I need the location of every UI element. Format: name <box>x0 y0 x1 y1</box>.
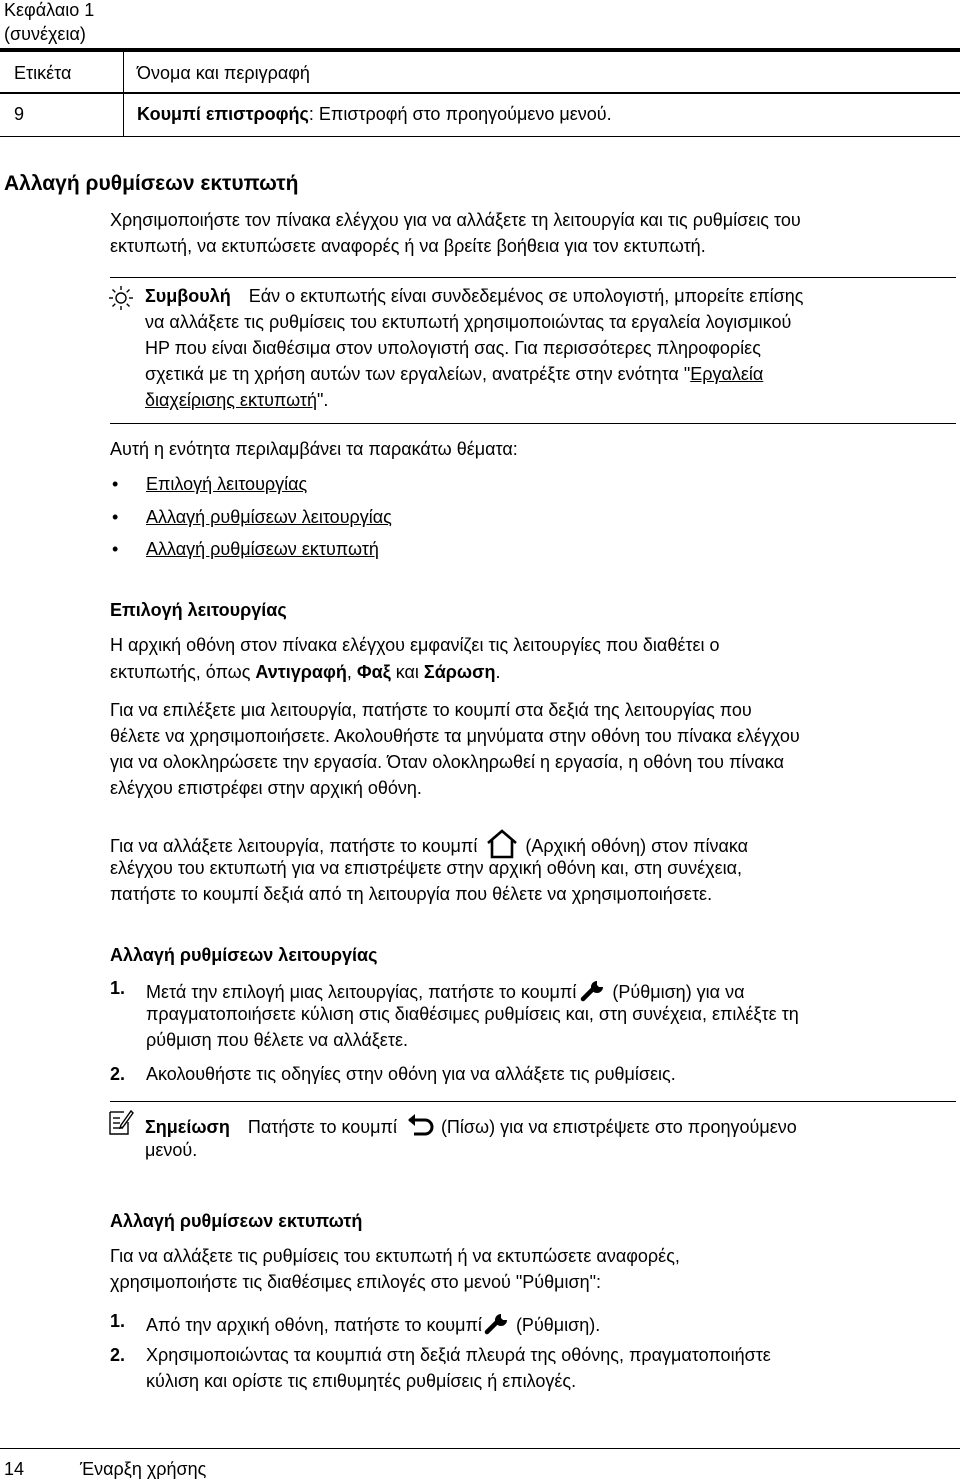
note-top-rule <box>110 1101 956 1102</box>
topic-link-mode-settings[interactable]: Αλλαγή ρυθμίσεων λειτουργίας <box>146 507 392 527</box>
note-icon <box>108 1108 134 1141</box>
lightbulb-icon <box>108 285 134 316</box>
wrench-icon <box>580 978 606 1007</box>
printer-settings-p-line-1: Για να αλλάξετε τις ρυθμίσεις του εκτυπωτή ή να εκτυπώσετε αναφορές, <box>110 1246 680 1266</box>
footer-section: Έναρξη χρήσης <box>80 1459 207 1479</box>
printer-settings-step-2-line-2: κύλιση και ορίστε τις επιθυμητές ρυθμίσεις ή επιλογές. <box>146 1371 577 1391</box>
table-column-divider <box>123 52 124 137</box>
mode-title: Επιλογή λειτουργίας <box>110 600 287 620</box>
mode-p2-line-1: Για να επιλέξετε μια λειτουργία, πατήστε το κουμπί στα δεξιά της λειτουργίας που <box>110 700 752 720</box>
table-row-label: 9 <box>14 104 25 124</box>
section-title: Αλλαγή ρυθμίσεων εκτυπωτή <box>4 172 299 195</box>
topic-link-mode[interactable]: Επιλογή λειτουργίας <box>146 474 308 494</box>
mode-settings-step-1-line-2: πραγματοποιήσετε κύλιση στις διαθέσιμες ρυθμίσεις και, στη συνέχεια, επιλέξτε τη <box>146 1004 799 1024</box>
back-button-name: Κουμπί επιστροφής <box>137 104 309 124</box>
topic-link-printer-settings[interactable]: Αλλαγή ρυθμίσεων εκτυπωτή <box>146 539 379 559</box>
mode-p1-line-2: εκτυπωτής, όπως Αντιγραφή, Φαξ και Σάρωση. <box>110 662 501 682</box>
printer-tools-link-part-1[interactable]: Εργαλεία <box>690 364 764 384</box>
printer-settings-step-1: Από την αρχική οθόνη, πατήστε το κουμπί (Ρύθμιση). <box>146 1311 600 1340</box>
step-number: 2. <box>110 1345 126 1365</box>
table-row-description <box>137 104 612 125</box>
printer-tools-link-part-2[interactable]: διαχείρισης εκτυπωτή <box>145 390 317 410</box>
continued-label: (συνέχεια) <box>4 24 86 44</box>
tip-line-2: να αλλάξετε τις ρυθμίσεις του εκτυπωτή χρησιμοποιώντας τα εργαλεία λογισμικού <box>145 312 792 332</box>
tip-top-rule <box>110 277 956 278</box>
mode-p2-line-2: θέλετε να χρησιμοποιήσετε. Ακολουθήστε τα μηνύματα στην οθόνη του πίνακα ελέγχου <box>110 726 800 746</box>
back-button-desc: : Επιστροφή στο προηγούμενο μενού. <box>308 104 612 124</box>
mode-p2-line-3: για να ολοκληρώσετε την εργασία. Όταν ολοκληρωθεί η εργασία, η οθόνη του πίνακα <box>110 752 785 772</box>
tip-label: Συμβουλή <box>145 286 231 306</box>
wrench-icon <box>484 1311 510 1340</box>
table-header-label: Ετικέτα <box>14 63 72 83</box>
note-label: Σημείωση <box>145 1117 230 1137</box>
printer-settings-p-line-2: χρησιμοποιήστε τις διαθέσιμες επιλογές στο μενού "Ρύθμιση": <box>110 1272 602 1292</box>
mode-p3-line-1: Για να αλλάξετε λειτουργία, πατήστε το κουμπί (Αρχική οθόνη) στον πίνακα <box>110 828 748 865</box>
chapter-label: Κεφάλαιο 1 <box>4 0 95 20</box>
scan-label: Σάρωση <box>423 662 496 682</box>
section-intro-line-2: εκτυπωτή, να εκτυπώσετε αναφορές ή να βρείτε βοήθεια για τον εκτυπωτή. <box>110 236 706 256</box>
mode-settings-title: Αλλαγή ρυθμίσεων λειτουργίας <box>110 945 378 965</box>
table-bottom-rule <box>0 136 960 137</box>
table-top-rule <box>0 48 960 52</box>
tip-line-5: διαχείρισης εκτυπωτή". <box>145 390 329 410</box>
section-intro-line-1: Χρησιμοποιήστε τον πίνακα ελέγχου για να αλλάξετε τη λειτουργία και τις ρυθμίσεις του <box>110 210 801 230</box>
bullet: • <box>112 474 119 494</box>
tip-line-3: HP που είναι διαθέσιμα στον υπολογιστή σας. Για περισσότερες πληροφορίες <box>145 338 761 358</box>
footer-rule <box>0 1448 960 1449</box>
topics-intro: Αυτή η ενότητα περιλαμβάνει τα παρακάτω θέματα: <box>110 439 518 459</box>
mode-p3-line-2: ελέγχου του εκτυπωτή για να επιστρέψετε στην αρχική οθόνη και, στη συνέχεια, <box>110 858 743 878</box>
printer-settings-title: Αλλαγή ρυθμίσεων εκτυπωτή <box>110 1211 363 1231</box>
printer-settings-step-2-line-1: Χρησιμοποιώντας τα κουμπιά στη δεξιά πλευρά της οθόνης, πραγματοποιήστε <box>146 1345 771 1365</box>
step-number: 2. <box>110 1064 126 1084</box>
note-line-2: μενού. <box>145 1140 198 1160</box>
table-header-rule <box>0 92 960 94</box>
step-number: 1. <box>110 1311 126 1331</box>
back-arrow-icon <box>405 1113 435 1142</box>
tip-bottom-rule <box>110 423 956 424</box>
table-header-name: Όνομα και περιγραφή <box>137 63 310 83</box>
mode-settings-step-1-line-3: ρύθμιση που θέλετε να αλλάξετε. <box>146 1030 408 1050</box>
mode-settings-step-1-line-1: Μετά την επιλογή μιας λειτουργίας, πατήστε το κουμπί (Ρύθμιση) για να <box>146 978 745 1007</box>
copy-label: Αντιγραφή <box>255 662 347 682</box>
page-number: 14 <box>4 1459 25 1479</box>
note-line-1: Σημείωση Πατήστε το κουμπί (Πίσω) για να επιστρέψετε στο προηγούμενο <box>145 1113 797 1142</box>
step-number: 1. <box>110 978 126 998</box>
tip-line-4: σχετικά με τη χρήση αυτών των εργαλείων, ανατρέξτε στην ενότητα "Εργαλεία <box>145 364 764 384</box>
fax-label: Φαξ <box>356 662 391 682</box>
bullet: • <box>112 539 119 559</box>
bullet: • <box>112 507 119 527</box>
tip-line-1: Συμβουλή Εάν ο εκτυπωτής είναι συνδεδεμένος σε υπολογιστή, μπορείτε επίσης <box>145 286 804 306</box>
mode-p2-line-4: ελέγχου επιστρέφει στην αρχική οθόνη. <box>110 778 422 798</box>
mode-p1-line-1: Η αρχική οθόνη στον πίνακα ελέγχου εμφανίζει τις λειτουργίες που διαθέτει ο <box>110 635 720 655</box>
mode-settings-step-2: Ακολουθήστε τις οδηγίες στην οθόνη για να αλλάξετε τις ρυθμίσεις. <box>146 1064 676 1084</box>
mode-p3-line-3: πατήστε το κουμπί δεξιά από τη λειτουργία που θέλετε να χρησιμοποιήσετε. <box>110 884 713 904</box>
